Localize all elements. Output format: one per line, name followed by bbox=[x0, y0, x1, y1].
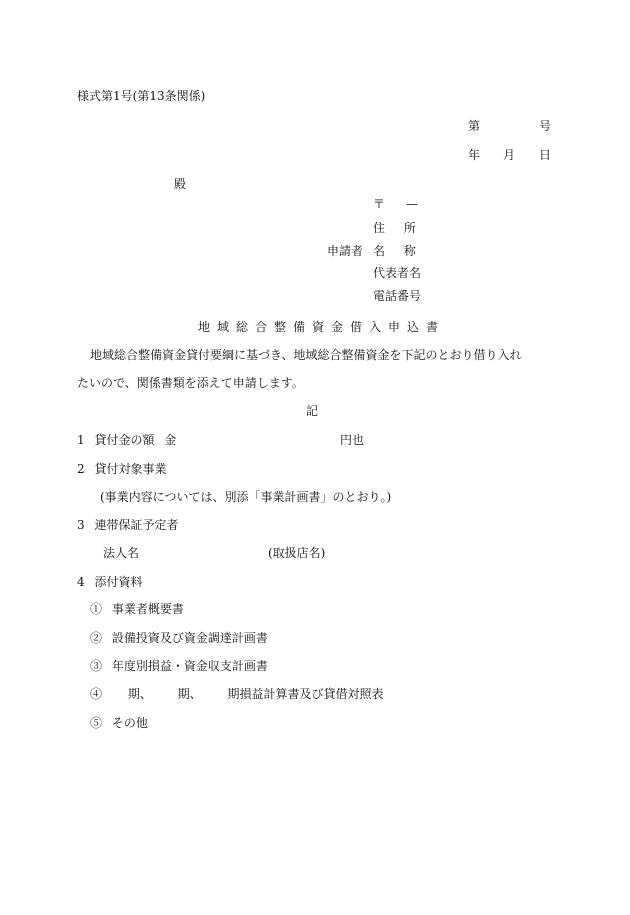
attachment-1: ① 事業者概要書 bbox=[90, 602, 184, 616]
form-number: 様式第1号(第13条関係) bbox=[77, 89, 206, 103]
date-day: 日 bbox=[539, 148, 552, 162]
phone-label: 電話番号 bbox=[373, 289, 422, 303]
date-year: 年 bbox=[468, 148, 481, 162]
item-1-unit: 円也 bbox=[340, 433, 365, 447]
attachment-3: ③ 年度別損益・資金収支計画書 bbox=[90, 659, 268, 673]
representative-label: 代表者名 bbox=[373, 266, 422, 280]
addressee-suffix: 殿 bbox=[174, 177, 187, 191]
applicant-label: 申請者 bbox=[327, 244, 364, 258]
postal-dash: — bbox=[406, 197, 418, 211]
body-line-2: たいので、関係書類を添えて申請します。 bbox=[77, 376, 304, 390]
document-title: 地域総合整備資金借入申込書 bbox=[198, 320, 446, 334]
ki-heading: 記 bbox=[306, 404, 319, 418]
date-month: 月 bbox=[503, 148, 516, 162]
name-label: 名 称 bbox=[373, 244, 416, 258]
body-line-1: 地域総合整備資金貸付要綱に基づき、地域総合整備資金を下記のとおり借り入れ bbox=[90, 348, 522, 362]
attachment-2: ② 設備投資及び資金調達計画書 bbox=[90, 631, 268, 645]
attachment-5: ⑤ その他 bbox=[90, 716, 148, 730]
item-3-label: 3 連帯保証予定者 bbox=[77, 518, 179, 532]
number-go: 号 bbox=[539, 119, 552, 133]
attachment-4: ④ 期、 期、 期損益計算書及び貸借対照表 bbox=[90, 687, 384, 701]
item-1-label: 1 貸付金の額 金 bbox=[77, 433, 177, 447]
address-label: 住 所 bbox=[373, 221, 416, 235]
item-2-note: (事業内容については、別添「事業計画書」のとおり。) bbox=[100, 490, 392, 504]
postal-mark: 〒 bbox=[373, 197, 386, 211]
item-3-branch: (取扱店名) bbox=[268, 546, 326, 560]
item-2-label: 2 貸付対象事業 bbox=[77, 462, 167, 476]
item-4-label: 4 添付資料 bbox=[77, 575, 143, 589]
number-dai: 第 bbox=[468, 119, 481, 133]
item-3-corp: 法人名 bbox=[103, 546, 140, 560]
